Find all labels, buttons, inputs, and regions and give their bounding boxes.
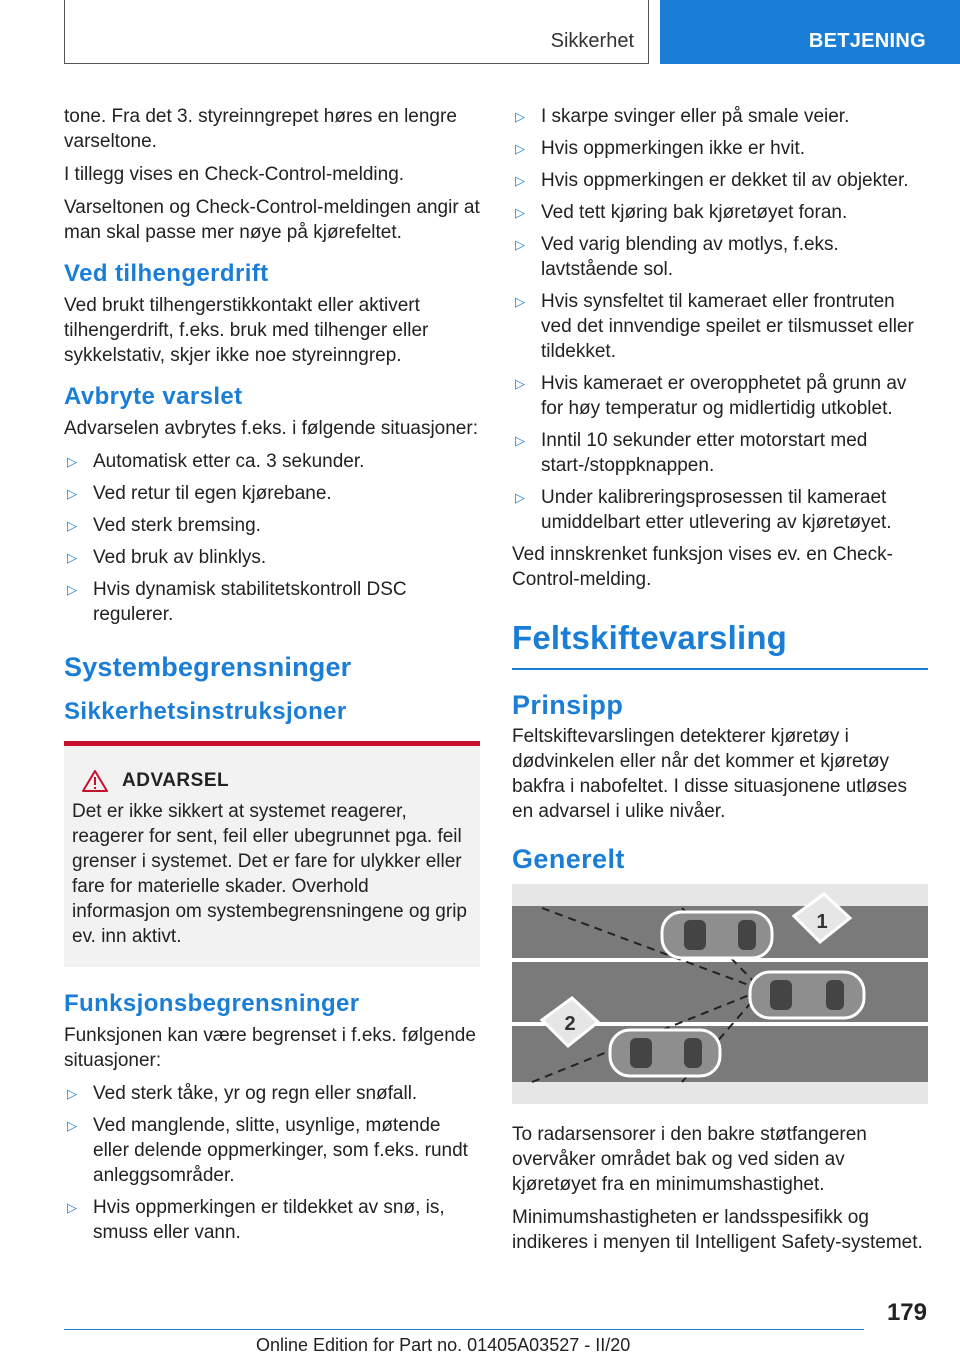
car-blind-spot [662, 912, 772, 958]
bullet-triangle-icon: ▷ [67, 518, 77, 533]
list-item: ▷ Hvis oppmerkingen ikke er hvit. [515, 138, 805, 159]
bullet-triangle-icon: ▷ [67, 1200, 77, 1215]
paragraph: Minimumshastigheten er landsspesifikk og indikeres i menyen til Intelligent Safety-systemet. [512, 1207, 923, 1253]
left-column [64, 104, 480, 1252]
list-item: ▷ Under kalibreringsprosessen til kameraet umiddelbart etter utlevering av kjøretøyet. [515, 487, 892, 533]
header-chapter-tab [660, 0, 960, 64]
list-item: ▷ Ved manglende, slitte, usynlige, møtende eller delende oppmerkinger, som f.eks. rundt anleggsområder. [67, 1115, 468, 1186]
page-number: 179 [886, 1299, 927, 1326]
warning-text: Det er ikke sikkert at systemet reagerer, reagerer for sent, feil eller ubegrunnet pga. feil grenser i systemet. Det er fare for ulykker eller fare for materielle skader. Overhold informasjon om systembegrensningene og grip ev. inn aktivt. [72, 801, 467, 947]
function-limits-list [64, 1081, 480, 1245]
header-chapter-label: BETJENING [808, 30, 926, 52]
bullet-triangle-icon: ▷ [515, 109, 525, 124]
bullet-triangle-icon: ▷ [515, 490, 525, 505]
marker-1-label: 1 [816, 911, 828, 933]
list-item: ▷ Ved varig blending av motlys, f.eks. lavtstående sol. [515, 234, 839, 280]
bullet-triangle-icon: ▷ [515, 433, 525, 448]
footer-edition: Online Edition for Part no. 01405A03527 - II/20 [256, 1335, 631, 1355]
bullet-triangle-icon: ▷ [67, 486, 77, 501]
paragraph: tone. Fra det 3. styreinngrepet høres en lengre varseltone. [64, 106, 457, 152]
heading-general: Generelt [512, 844, 625, 874]
list-item: ▷ Hvis oppmerkingen er dekket til av objekter. [515, 170, 909, 191]
paragraph: Feltskiftevarslingen detekterer kjøretøy i dødvinkelen eller når det kommer et kjøretøy bakfra i nabofeltet. I disse situasjonene utløses en advarsel i ulike nivåer. [512, 726, 908, 822]
bullet-triangle-icon: ▷ [515, 237, 525, 252]
paragraph: Ved innskrenket funksjon vises ev. en Check-Control-melding. [512, 544, 893, 590]
warning-box [64, 741, 480, 967]
bullet-triangle-icon: ▷ [67, 550, 77, 565]
paragraph: Funksjonen kan være begrenset i f.eks. følgende situasjoner: [64, 1025, 476, 1071]
paragraph: Ved brukt tilhengerstikkontakt eller aktivert tilhengerdrift, f.eks. bruk med tilhenger eller sykkelstativ, skjer ikke noe styreinngrep. [64, 295, 429, 366]
warning-title: ADVARSEL [122, 770, 230, 791]
bullet-triangle-icon: ▷ [67, 454, 77, 469]
bullet-triangle-icon: ▷ [515, 141, 525, 156]
function-limits-list-continued [512, 104, 928, 535]
car-approaching [610, 1030, 720, 1076]
car-own [750, 972, 864, 1018]
list-item: ▷ Ved bruk av blinklys. [67, 547, 267, 568]
header-section-box [64, 0, 649, 64]
warning-triangle-icon [82, 769, 108, 793]
heading-trailer: Ved tilhengerdrift [64, 260, 269, 287]
heading-function-limits: Funksjonsbegrensninger [64, 990, 360, 1017]
heading-safety: Sikkerhetsinstruksjoner [64, 698, 347, 725]
bullet-triangle-icon: ▷ [67, 1118, 77, 1133]
list-item: ▷ Ved tett kjøring bak kjøretøyet foran. [515, 202, 848, 223]
abort-list [64, 449, 480, 627]
list-item: ▷ Automatisk etter ca. 3 sekunder. [67, 451, 365, 472]
list-item: ▷ I skarpe svinger eller på smale veier. [515, 106, 850, 127]
paragraph: Varseltonen og Check-Control-meldingen angir at man skal passe mer nøye på kjørefeltet. [64, 197, 480, 243]
heading-principle: Prinsipp [512, 690, 624, 720]
list-item: ▷ Ved sterk bremsing. [67, 515, 261, 536]
heading-system-limits: Systembegrensninger [64, 652, 352, 682]
marker-2-label: 2 [564, 1013, 576, 1035]
footer-divider [64, 1329, 864, 1330]
bullet-triangle-icon: ▷ [515, 173, 525, 188]
right-column [512, 104, 928, 1263]
list-item: ▷ Hvis kameraet er overopphetet på grunn av for høy temperatur og midlertidig utkoblet. [515, 373, 907, 419]
list-item: ▷ Inntil 10 sekunder etter motorstart med start-/stoppknappen. [515, 430, 868, 476]
paragraph: I tillegg vises en Check-Control-melding. [64, 164, 405, 185]
list-item: ▷ Hvis oppmerkingen er tildekket av snø, is, smuss eller vann. [67, 1197, 445, 1243]
header-section: Sikkerhet [550, 30, 634, 52]
paragraph: Advarselen avbrytes f.eks. i følgende situasjoner: [64, 418, 478, 439]
lane-change-figure [512, 884, 928, 1104]
heading-abort: Avbryte varslet [64, 383, 243, 410]
bullet-triangle-icon: ▷ [515, 376, 525, 391]
paragraph: To radarsensorer i den bakre støtfangeren overvåker området bak og ved siden av kjøretøyet fra en minimumshastighet. [512, 1124, 867, 1195]
bullet-triangle-icon: ▷ [67, 582, 77, 597]
list-item: ▷ Hvis dynamisk stabilitetskontroll DSC regulerer. [67, 579, 407, 625]
bullet-triangle-icon: ▷ [67, 1086, 77, 1101]
list-item: ▷ Ved retur til egen kjørebane. [67, 483, 332, 504]
lane-change-illustration [512, 884, 928, 1104]
list-item: ▷ Hvis synsfeltet til kameraet eller frontruten ved det innvendige speilet er tilsmusset eller tildekket. [515, 291, 914, 362]
page-title: Feltskiftevarsling [512, 618, 928, 670]
list-item: ▷ Ved sterk tåke, yr og regn eller snøfall. [67, 1083, 418, 1104]
bullet-triangle-icon: ▷ [515, 294, 525, 309]
bullet-triangle-icon: ▷ [515, 205, 525, 220]
